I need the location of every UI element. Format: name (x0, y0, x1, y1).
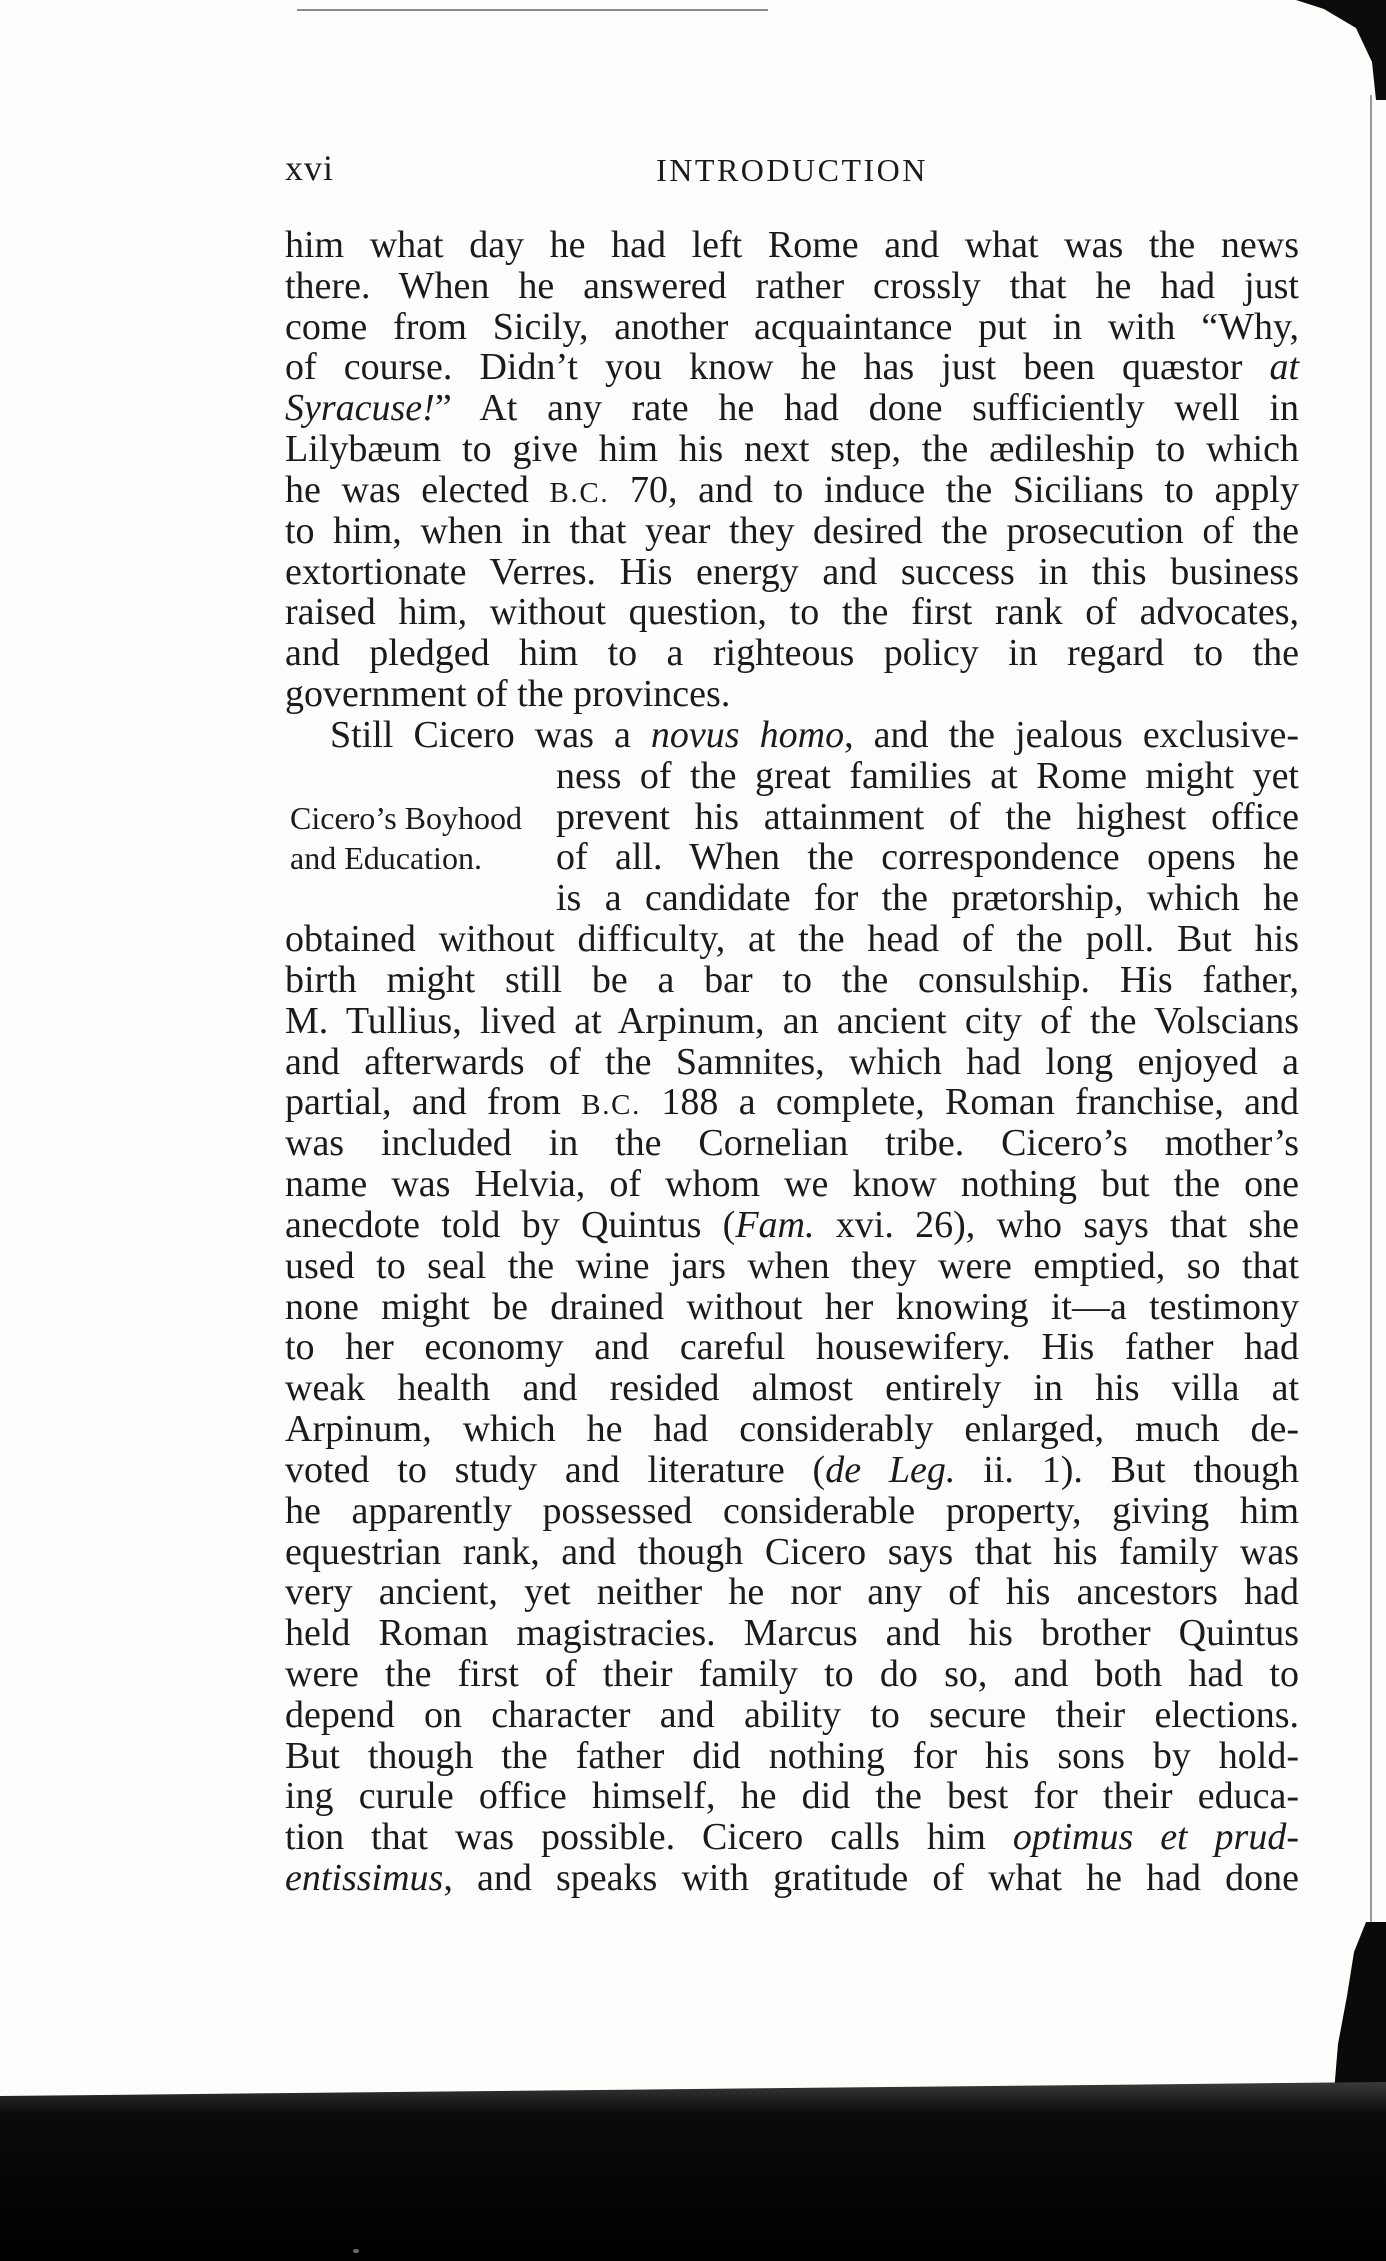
text-line: and afterwards of the Samnites, which had long enjoyed a (285, 1040, 1299, 1083)
line-text: he was elected (285, 468, 550, 511)
text-line: Lilybæum to give him his next step, the ædileship to which (285, 428, 1299, 471)
text-line: used to seal the wine jars when they were emptied, so that (285, 1244, 1299, 1287)
italic-text: Fam. (735, 1203, 815, 1246)
line-text: 70, and to induce the Sicilians to apply (609, 468, 1299, 511)
bottom-right-shadow (1334, 1922, 1386, 2092)
italic-text: entissimus (285, 1857, 444, 1900)
small-caps-text: B.C. (549, 476, 610, 509)
text-line: obtained without difficulty, at the head of the poll. But his (285, 918, 1299, 961)
text-line: him what day he had left Rome and what was the news (285, 224, 1299, 266)
scan-speck (353, 2249, 359, 2253)
text-line: to her economy and careful housewifery. His father had (285, 1326, 1299, 1369)
sidenote-line: and Education. (290, 840, 482, 877)
running-head (285, 148, 1299, 188)
text-line (285, 797, 1299, 838)
line-text: , and the jealous exclusive- (844, 713, 1299, 756)
text-line (285, 470, 1299, 511)
text-line: none might be drained without her knowing it—a testimony (285, 1285, 1299, 1328)
text-line (285, 1082, 1299, 1123)
text-line: ing curule office himself, he did the best for their educa- (285, 1775, 1299, 1818)
line-text: prevent his attainment of the highest office (556, 795, 1299, 838)
text-line: raised him, without question, to the first rank of advocates, (285, 591, 1299, 634)
page-number: xvi (285, 148, 335, 188)
italic-text: Syracuse! (285, 387, 435, 430)
text-line: and pledged him to a righteous policy in regard to the (285, 632, 1299, 675)
line-text: voted to study and literature ( (285, 1448, 826, 1491)
line-text: , and speaks with gratitude of what he had done (443, 1857, 1299, 1900)
text-line: were the first of their family to do so, and both had to (285, 1652, 1299, 1695)
text-line: weak health and resided almost entirely in his villa at (285, 1367, 1299, 1410)
text-line (285, 1858, 1299, 1899)
top-rule (297, 9, 768, 11)
running-title: INTRODUCTION (656, 152, 928, 188)
line-text: tion that was possible. Cicero calls him (285, 1816, 1013, 1859)
text-line: government of the provinces. (285, 673, 731, 716)
text-line: was included in the Cornelian tribe. Cicero’s mother’s (285, 1122, 1299, 1165)
text-line: name was Helvia, of whom we know nothing but the one (285, 1163, 1299, 1206)
bottom-edge-shadow (0, 2082, 1386, 2261)
text-line: come from Sicily, another acquaintance put in with “Why, (285, 305, 1299, 348)
text-line: held Roman magistracies. Marcus and his brother Quintus (285, 1612, 1299, 1655)
text-line: is a candidate for the prætorship, which he (556, 877, 1299, 920)
text-line: M. Tullius, lived at Arpinum, an ancient city of the Volscians (285, 999, 1299, 1042)
body-text (285, 225, 1299, 1899)
italic-text: novus homo (650, 713, 845, 756)
text-line: very ancient, yet neither he nor any of his ancestors had (285, 1571, 1299, 1614)
italic-text: optimus et prud- (1012, 1816, 1300, 1859)
line-text: ” At any rate he had done sufficiently well in (434, 387, 1299, 430)
text-line: But though the father did nothing for his sons by hold- (285, 1734, 1299, 1777)
top-right-shadow (1296, 0, 1386, 100)
text-line (285, 347, 1299, 388)
text-line: he apparently possessed considerable property, giving him (285, 1489, 1299, 1532)
line-text: ii. 1). But though (955, 1448, 1299, 1491)
line-text: Still Cicero was a (330, 713, 651, 756)
text-line: there. When he answered rather crossly that he had just (285, 264, 1299, 307)
text-line: birth might still be a bar to the consulship. His father, (285, 958, 1299, 1001)
text-line (285, 1450, 1299, 1491)
text-line: to him, when in that year they desired the prosecution of the (285, 509, 1299, 552)
line-text: partial, and from (285, 1081, 582, 1124)
text-line: Arpinum, which he had considerably enlarged, much de- (285, 1408, 1299, 1451)
italic-text: de Leg. (825, 1448, 956, 1491)
sidenote-line: Cicero’s Boyhood (290, 799, 522, 836)
line-text: 188 a complete, Roman franchise, and (641, 1081, 1300, 1124)
text-line (285, 388, 1299, 429)
text-line: extortionate Verres. His energy and success in this business (285, 550, 1299, 593)
text-line (285, 715, 1299, 756)
line-text: of all. When the correspondence opens he (556, 836, 1299, 879)
small-caps-text: B.C. (581, 1089, 642, 1122)
text-line: equestrian rank, and though Cicero says that his family was (285, 1530, 1299, 1573)
line-text: anecdote told by Quintus ( (285, 1203, 736, 1246)
italic-text: at (1269, 346, 1299, 389)
line-text: xvi. 26), who says that she (814, 1203, 1299, 1246)
text-line: ness of the great families at Rome might yet (556, 754, 1299, 797)
text-line (285, 837, 1299, 878)
text-line: depend on character and ability to secure their elections. (285, 1693, 1299, 1736)
line-text: of course. Didn’t you know he has just been quæstor (285, 346, 1270, 389)
text-line (285, 1205, 1299, 1246)
text-line (285, 1817, 1299, 1858)
